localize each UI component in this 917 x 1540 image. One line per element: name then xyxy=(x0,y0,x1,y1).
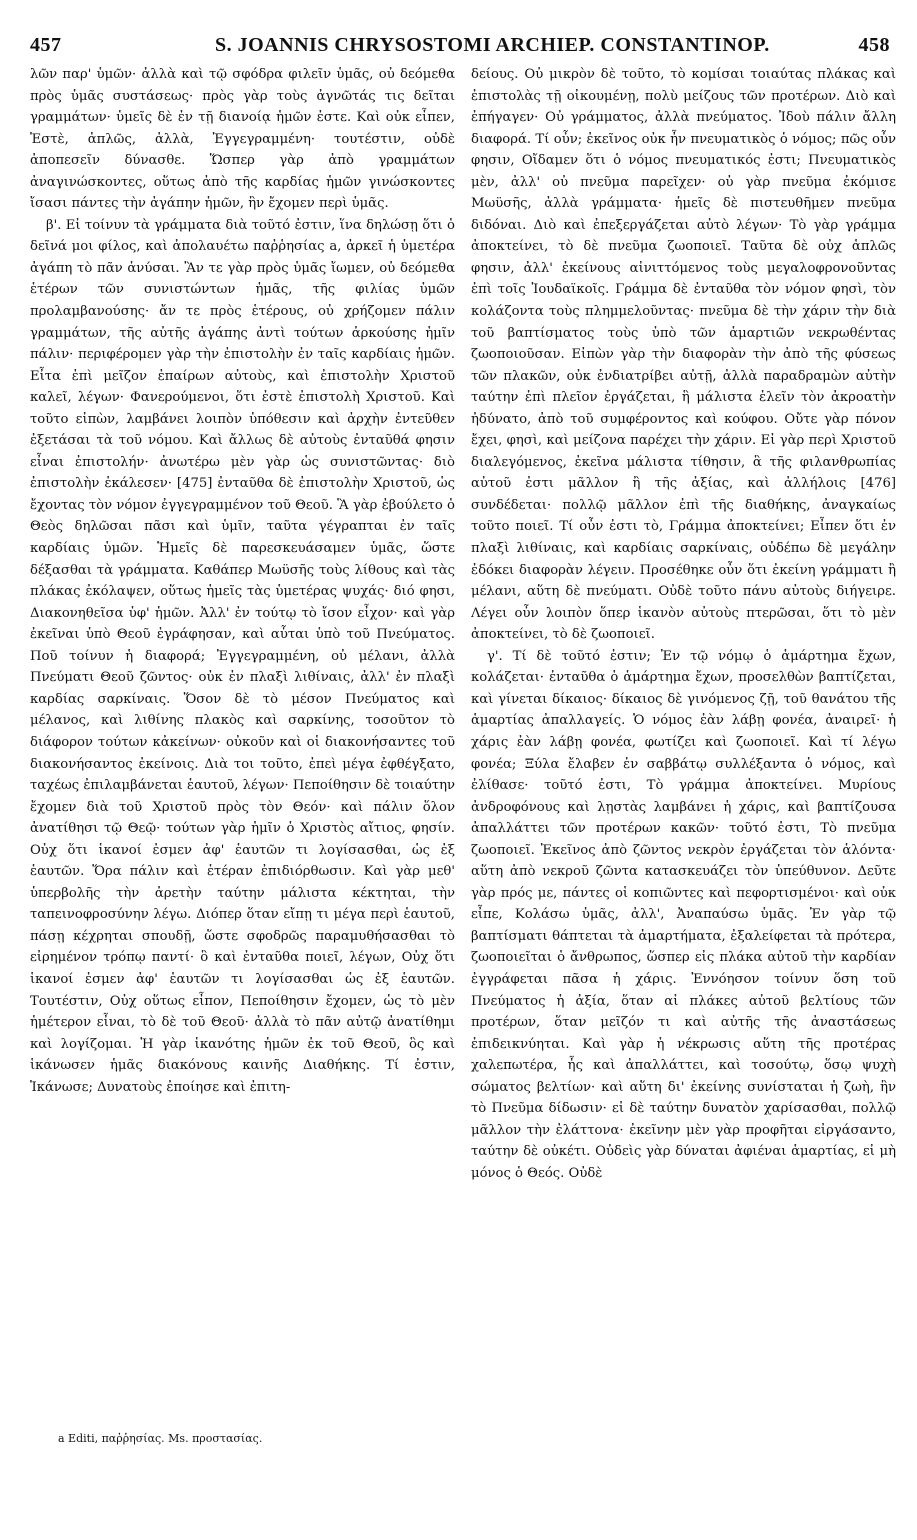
right-paragraph-1: δείους. Οὐ μικρὸν δὲ τοῦτο, τὸ κομίσαι τοιαύτας πλάκας καὶ ἐπιστολὰς τῇ οἰκουμένῃ, πολὺ μείζους τῶν προτέρων. Διὸ καὶ ἐπήγαγεν· Οὐ γράμματος, ἀλλὰ πνεύματος. Ἰδοὺ πάλιν ἄλλη διαφορά. Τί οὖν; ἐκεῖνος οὐκ ἦν πνευματικὸς ὁ νόμος; πῶς οὖν φησιν, Οἴδαμεν ὅτι ὁ νόμος πνευματικός ἐστι; Πνευματικὸς μὲν, ἀλλ' οὐ πνεῦμα παρεῖχεν· οὐ γὰρ πνεῦμα ἐκόμισε Μωϋσῆς, ἀλλὰ γράμματα· ἡμεῖς δὲ πιστευθῆμεν πνεῦμα διδόναι. Διὸ καὶ ἐπεξεργάζεται αὐτὸ λέγων· Τὸ γὰρ γράμμα ἀποκτείνει, τὸ δὲ πνεῦμα ζωοποιεῖ. Ταῦτα δὲ οὐχ ἁπλῶς φησιν, ἀλλ' ἐκείνους αἰνιττόμενος τοὺς μεγαλοφρονοῦντας ἐπὶ τοῖς Ἰουδαϊκοῖς. Γράμμα δὲ ἐνταῦθα τὸν νόμον φησὶ, τὸν κολάζοντα τοὺς πλημμελοῦντας· πνεῦμα δὲ τὴν χάριν τὴν διὰ τοῦ βαπτίσματος τοὺς ὑπὸ τῶν ἁμαρτιῶν νεκρωθέντας ζωοποιοῦσαν. Εἰπὼν γὰρ τὴν διαφορὰν τὴν ἀπὸ τῆς φύσεως τῶν πλακῶν, οὐκ ἐνδιατρίβει αὐτῇ, ἀλλὰ παραδραμὼν αὐτὴν ταύτην ἐπὶ πλεῖον ἐργάζεται, ἣ μάλιστα ἑλεῖν τὸν ἀκροατὴν ἠδύνατο, ἀπὸ τοῦ συμφέροντος καὶ κούφου. Οὔτε γὰρ πόνον ἔχει, φησὶ, καὶ μείζονα παρέχει τὴν χάριν. Εἰ γὰρ περὶ Χριστοῦ διαλεγόμενος, ἐκεῖνα μάλιστα τίθησιν, ἃ τῆς φιλανθρωπίας αὐτοῦ ἐστι μᾶλλον ἢ τῆς ἀξίας, καὶ ἀλλήλοις [476] συνδέδεται· πολλῷ μᾶλλον ἐπὶ τῆς διαθήκης, ἀναγκαίως τοῦτο ποιεῖ. Τί οὖν ἐστι τὸ, Γράμμα ἀποκτείνει; Εἶπεν ὅτι ἐν πλαξὶ λιθίναις, καὶ καρδίαις σαρκίναις, οὐδέπω δὲ μεγάλην ἐδόκει διαφορὰν λέγειν. Προσέθηκε οὖν ὅτι ἐκείνη γράμματι ἢ μέλανι, αὕτη δὲ πνεύματι. Οὐδὲ τοῦτο πάνυ αὐτοὺς διήγειρε. Λέγει οὖν λοιπὸν ὅπερ ἱκανὸν αὐτοὺς πτερῶσαι, ὅτι τὸ μὲν ἀποκτείνει, τὸ δὲ ζωοποιεῖ. xyxy=(471,67,896,643)
left-paragraph-1: λῶν παρ' ὑμῶν· ἀλλὰ καὶ τῷ σφόδρα φιλεῖν ὑμᾶς, οὐ δεόμεθα πρὸς ὑμᾶς συστάσεως· πρὸς γὰρ τοὺς ἀγνῶτάς τις δεῖται γραμμάτων· ὑμεῖς δὲ ἐν τῇ διανοίᾳ ἡμῶν ἐστε. Καὶ οὐκ εἶπεν, Ἐστὲ, ἁπλῶς, ἀλλὰ, Ἐγγεγραμμένη· τουτέστιν, οὐδὲ ἀποπεσεῖν δύνασθε. Ὥσπερ γὰρ ἀπὸ γραμμάτων ἀναγινώσκοντες, οὕτως ἀπὸ τῆς καρδίας ἡμῶν γινώσκοντες ἴσασι πάντες τὴν ἀγάπην ἡμῶν, ἣν ἔχομεν περὶ ὑμᾶς. xyxy=(30,67,455,212)
left-paragraph-2: β'. Εἰ τοίνυν τὰ γράμματα διὰ τοῦτό ἐστιν, ἵνα δηλώσῃ ὅτι ὁ δεῖνά μοι φίλος, καὶ ἀπολαυέτω παῤῥησίας a, ἀρκεῖ ἡ ὑμετέρα ἀγάπη τὸ πᾶν ἀνύσαι. Ἂν τε γὰρ πρὸς ὑμᾶς ἴωμεν, οὐ δεόμεθα ἑτέρων τῶν συνιστώντων ἡμᾶς, τῆς φιλίας ὑμῶν προλαμβανούσης· ἄν τε πρὸς ἑτέρους, οὐ χρήζομεν πάλιν γραμμάτων, τῆς αὐτῆς ἀγάπης ἀντὶ τούτων ἀρκούσης ἡμῖν πάλιν· περιφέρομεν γὰρ τὴν ἐπιστολὴν ἐν ταῖς καρδίαις ἡμῶν. Εἶτα ἐπὶ μεῖζον ἐπαίρων αὐτοὺς, καὶ ἐπιστολὴν Χριστοῦ καλεῖ, λέγων· Φανερούμενοι, ὅτι ἐστὲ ἐπιστολὴ Χριστοῦ. Καὶ τοῦτο εἰπὼν, λαμβάνει λοιπὸν ὑπόθεσιν καὶ ἀρχὴν ἐντεῦθεν ἐξετάσαι τὰ τοῦ νόμου. Καὶ ἄλλως δὲ αὐτοὺς ἐνταῦθά φησιν εἶναι ἐπιστολήν· ἀνωτέρω μὲν γὰρ ὡς συνιστῶντας· διὸ ἐπιστολὴν ἐκάλεσεν· [475] ἐνταῦθα δὲ ἐπιστολὴν Χριστοῦ, ὡς ἔχοντας τὸν νόμον ἐγγεγραμμένον τοῦ Θεοῦ. Ἃ γὰρ ἐβούλετο ὁ Θεὸς δηλῶσαι πᾶσι καὶ ὑμῖν, ταῦτα γέγραπται ἐν ταῖς καρδίαις ὑμῶν. Ἡμεῖς δὲ παρεσκευάσαμεν ὑμᾶς, ὥστε δέξασθαι τὰ γράμματα. Καθάπερ Μωϋσῆς τοὺς λίθους καὶ τὰς πλάκας ἐκόλαψεν, οὕτως ἡμεῖς τὰς ὑμετέρας ψυχάς· διό φησι, Διακονηθεῖσα ὑφ' ἡμῶν. Ἀλλ' ἐν τούτῳ τὸ ἴσον εἶχον· καὶ γὰρ ἐκεῖναι ὑπὸ Θεοῦ ἐγράφησαν, καὶ αὗται ὑπὸ τοῦ Πνεύματος. Ποῦ τοίνυν ἡ διαφορά; Ἐγγεγραμμένη, οὐ μέλανι, ἀλλὰ Πνεύματι Θεοῦ ζῶντος· οὐκ ἐν πλαξὶ λιθίναις, ἀλλ' ἐν πλαξὶ καρδίας σαρκίναις. Ὅσον δὲ τὸ μέσον Πνεύματος καὶ μέλανος, καὶ λιθίνης πλακὸς καὶ σαρκίνης, τοσοῦτον τὸ διάφορον τούτων κἀκείνων· οὐκοῦν καὶ οἱ διακονήσαντες τοῦ διακονήσαντος ἐκείνοις. Διὰ τοι τοῦτο, ἐπεὶ μέγα ἐφθέγξατο, ταχέως ἐπιλαμβάνεται ἑαυτοῦ, λέγων· Πεποίθησιν δὲ τοιαύτην ἔχομεν διὰ τοῦ Χριστοῦ πρὸς τὸν Θεόν· καὶ πάλιν ὅλον ἀνατίθησι τῷ Θεῷ· τούτων γὰρ ἡμῖν ὁ Χριστὸς αἴτιος, φησίν. Οὐχ ὅτι ἱκανοί ἐσμεν ἀφ' ἑαυτῶν τι λογίσασθαι, ὡς ἐξ ἑαυτῶν. Ὅρα πάλιν καὶ ἑτέραν ἐπιδιόρθωσιν. Καὶ γὰρ μεθ' ὑπερβολῆς τὴν ἀρετὴν ταύτην μάλιστα κέκτηται, τὴν ταπεινοφροσύνην λέγω. Διόπερ ὅταν εἴπῃ τι μέγα περὶ ἑαυτοῦ, πάσῃ κέχρηται σπουδῇ, ὥστε σφοδρῶς παραμυθήσασθαι τὸ εἰρημένον τρόπῳ παντί· ὃ καὶ ἐνταῦθα ποιεῖ, λέγων, Οὐχ ὅτι ἱκανοί ἐσμεν ἀφ' ἑαυτῶν τι λογίσασθαι ὡς ἐξ ἑαυτῶν. Τουτέστιν, Οὐχ οὕτως εἶπον, Πεποίθησιν ἔχομεν, ὡς τὸ μὲν ἡμέτερον εἶναι, τὸ δὲ τοῦ Θεοῦ· ἀλλὰ τὸ πᾶν αὐτῷ ἀνατίθημι καὶ λογίζομαι. Ἡ γὰρ ἱκανότης ἡμῶν ἐκ τοῦ Θεοῦ, ὃς καὶ ἱκάνωσεν ἡμᾶς διακόνους καινῆς Διαθήκης. Τί ἐστιν, Ἱκάνωσε; Δυνατοὺς ἐποίησε καὶ ἐπιτη- xyxy=(30,217,455,1095)
right-paragraph-2: γ'. Τί δὲ τοῦτό ἐστιν; Ἐν τῷ νόμῳ ὁ ἁμάρτημα ἔχων, κολάζεται· ἐνταῦθα ὁ ἁμάρτημα ἔχων, προσελθὼν βαπτίζεται, καὶ γίνεται δίκαιος· δίκαιος δὲ γινόμενος ζῇ, τοῦ θανάτου τῆς ἁμαρτίας ἀπαλλαγείς. Ὁ νόμος ἐὰν λάβῃ φονέα, ἀναιρεῖ· ἡ χάρις ἐὰν λάβῃ φονέα, φωτίζει καὶ ζωοποιεῖ. Καὶ τί λέγω φονέα; Ξύλα ἔλαβεν ἐν σαββάτῳ συλλέξαντα ὁ νόμος, καὶ ἐλίθασε· τοῦτό ἐστι, Τὸ γράμμα ἀποκτείνει. Μυρίους ἀνδροφόνους καὶ λῃστὰς λαμβάνει ἡ χάρις, καὶ βαπτίζουσα ἀπαλλάττει τῶν προτέρων κακῶν· τοῦτό ἐστι, Τὸ πνεῦμα ζωοποιεῖ. Ἐκεῖνος ἀπὸ ζῶντος νεκρὸν ἐργάζεται τὸν ἁλόντα· αὕτη ἀπὸ νεκροῦ ζῶντα κατασκευάζει τὸν ὑπεύθυνον. Δεῦτε γὰρ πρός με, πάντες οἱ κοπιῶντες καὶ πεφορτισμένοι· καὶ οὐκ εἶπε, Κολάσω ὑμᾶς, ἀλλ', Ἀναπαύσω ὑμᾶς. Ἐν γὰρ τῷ βαπτίσματι θάπτεται τὰ ἁμαρτήματα, ἐξαλείφεται τὰ πρότερα, ζωοποιεῖται ὁ ἄνθρωπος, ὥσπερ εἰς πλάκα αὐτοῦ τὴν καρδίαν ἐγγράφεται πᾶσα ἡ χάρις. Ἐννόησον τοίνυν ὅση τοῦ Πνεύματος ἡ ἀξία, ὅταν αἱ πλάκες αὐτοῦ βελτίους τῶν προτέρων, ὅταν μεῖζόν τι καὶ αὐτῆς τῆς ἀναστάσεως ἐπιδεικνύηται. Καὶ γὰρ ἡ νέκρωσις αὕτη τῆς προτέρας χαλεπωτέρα, ἧς καὶ ἀπαλλάττει, καὶ τοσούτῳ, ὅσῳ ψυχὴ σώματος βελτίων· καὶ αὕτη δι' ἐκείνης συνίσταται ἡ ζωὴ, ἣν τὸ Πνεῦμα δίδωσιν· εἰ δὲ ταύτην δυνατὸν χαρίσασθαι, πολλῷ μᾶλλον τὴν ἐλάττονα· ἐκεῖνην μὲν γὰρ προφῆται εἰργάσαντο, ταύτην δὲ οὐκέτι. Οὐδεὶς γὰρ δύναται ἀφιέναι ἁμαρτίας, εἰ μὴ μόνος ὁ Θεός. Οὐδὲ xyxy=(471,648,896,1181)
footnote: a Editi, παῤῥησίας. Ms. προστασίας. xyxy=(58,1432,263,1445)
running-header xyxy=(30,34,890,62)
page-number-right: 458 xyxy=(858,34,890,56)
right-column xyxy=(471,64,896,1464)
running-title: S. JOANNIS CHRYSOSTOMI ARCHIEP. CONSTANTINOP. xyxy=(215,34,770,56)
page-number-left: 457 xyxy=(30,34,62,56)
left-column xyxy=(30,64,455,1464)
